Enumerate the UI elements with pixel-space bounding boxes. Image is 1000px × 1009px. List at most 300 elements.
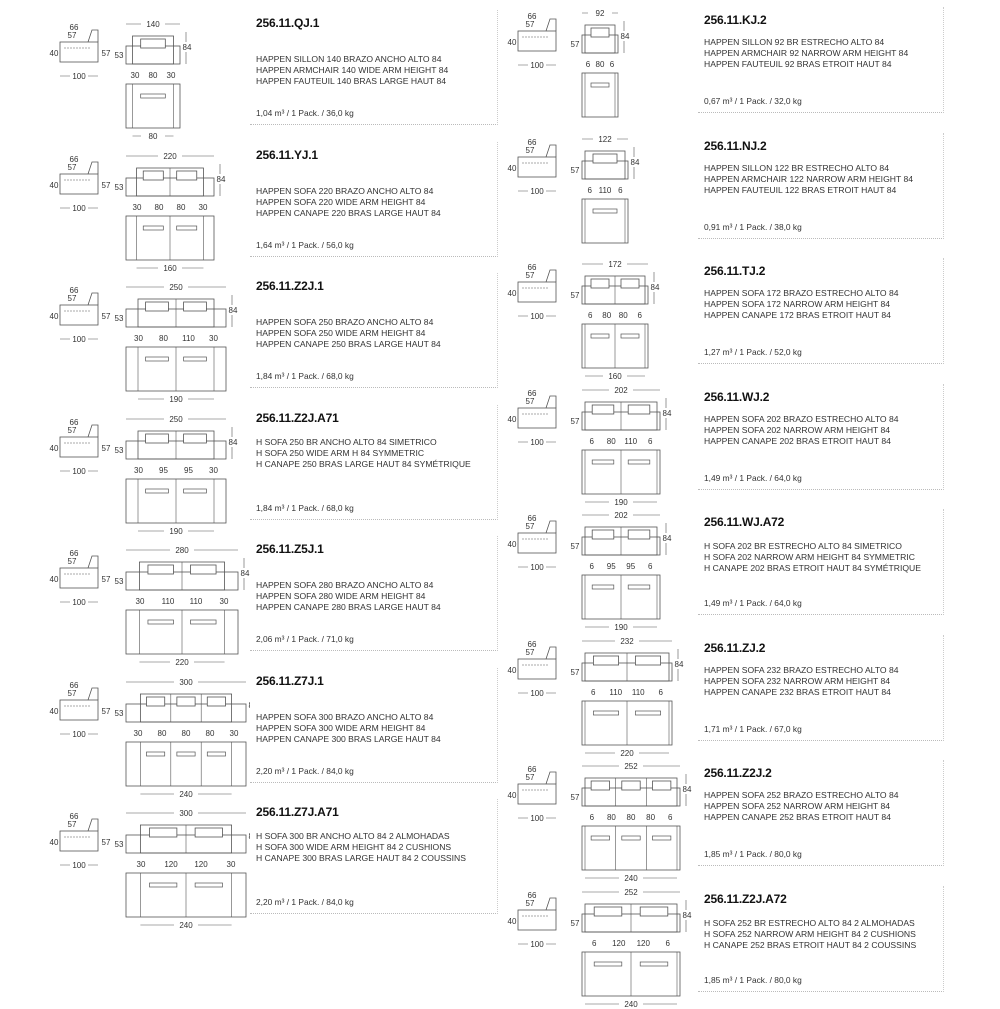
backrest-line — [546, 19, 556, 31]
dim-segment: 80 — [158, 729, 167, 738]
dim-segment: 30 — [131, 71, 140, 80]
product-code: 256.11.Z7J.A71 — [256, 805, 339, 819]
front-view — [571, 258, 661, 320]
side-body — [60, 700, 98, 720]
dim-depth: 100 — [72, 467, 86, 476]
cushion — [141, 39, 166, 48]
dim-total-width: 300 — [179, 678, 193, 687]
dim-total-width: 172 — [608, 260, 622, 269]
dim-inner-depth: 57 — [68, 820, 77, 829]
description-line: HAPPEN CANAPE 250 BRAS LARGE HAUT 84 — [256, 339, 441, 350]
side-body — [60, 174, 98, 194]
dim-segment: 110 — [632, 688, 645, 697]
front-view — [115, 281, 239, 343]
dim-height: 84 — [229, 306, 238, 315]
front-view — [115, 807, 259, 869]
dim-depth: 100 — [530, 563, 544, 572]
product-entry — [500, 884, 1000, 1009]
dim-depth: 100 — [72, 335, 86, 344]
description-line: H SOFA 250 WIDE ARM H 84 SYMMETRIC — [256, 448, 471, 459]
dim-segment: 30 — [230, 729, 239, 738]
cushion — [146, 434, 169, 443]
cushion-top — [146, 489, 169, 493]
dim-inner-width: 240 — [179, 921, 193, 930]
dim-arm-height: 57 — [571, 542, 580, 551]
packaging-specs: 1,64 m³ / 1 Pack. / 56,0 kg — [256, 240, 354, 250]
dim-segment: 6 — [638, 311, 643, 320]
dim-seat-depth: 66 — [528, 263, 537, 272]
technical-drawing — [0, 534, 245, 659]
dim-arm-height: 57 — [102, 838, 111, 847]
description-line: HAPPEN SOFA 280 BRAZO ANCHO ALTO 84 — [256, 580, 441, 591]
top-view — [582, 826, 680, 883]
cushion — [640, 907, 668, 916]
description-line: HAPPEN SOFA 250 BRAZO ANCHO ALTO 84 — [256, 317, 441, 328]
description-line: HAPPEN SOFA 172 NARROW ARM HEIGHT 84 — [704, 299, 899, 310]
cushion-top — [591, 836, 609, 840]
side-view — [508, 263, 556, 321]
product-description — [704, 541, 921, 574]
description-line: H CANAPE 202 BRAS ETROIT HAUT 84 SYMÉTRIQUE — [704, 563, 921, 574]
cushion — [628, 530, 650, 539]
dim-seat-height: 40 — [508, 38, 517, 47]
cushion-top — [150, 883, 177, 887]
dim-seat-height: 40 — [50, 312, 59, 321]
dim-seat-depth: 66 — [528, 640, 537, 649]
cushion — [622, 781, 640, 790]
cushion-top — [184, 357, 207, 361]
dim-segment: 30 — [133, 203, 142, 212]
product-description — [256, 831, 466, 864]
description-line: H SOFA 202 BR ESTRECHO ALTO 84 SIMETRICO — [704, 541, 921, 552]
front-view — [571, 509, 673, 571]
side-view — [50, 418, 111, 476]
dim-total-width: 252 — [624, 762, 638, 771]
dim-segment: 80 — [177, 203, 186, 212]
dim-seat-height: 40 — [50, 575, 59, 584]
dim-segment: 110 — [624, 437, 637, 446]
packaging-specs: 0,67 m³ / 1 Pack. / 32,0 kg — [704, 96, 802, 106]
dim-arm-height: 57 — [571, 417, 580, 426]
dim-segment: 95 — [607, 562, 616, 571]
cushion — [146, 697, 164, 706]
dim-segment: 120 — [612, 939, 626, 948]
front-view — [115, 676, 259, 738]
product-description — [704, 790, 899, 823]
cushion-top — [184, 489, 207, 493]
dim-height: 84 — [663, 409, 672, 418]
top-view — [126, 742, 246, 799]
cushion-top — [146, 752, 164, 756]
product-description — [256, 317, 441, 350]
dim-segment: 80 — [627, 813, 636, 822]
backrest-line — [88, 425, 98, 437]
dim-depth: 100 — [530, 940, 544, 949]
product-code: 256.11.QJ.1 — [256, 16, 319, 30]
backrest-line — [88, 556, 98, 568]
dim-seat-depth: 66 — [70, 681, 79, 690]
description-line: HAPPEN SOFA 232 NARROW ARM HEIGHT 84 — [704, 676, 899, 687]
dim-arm-height: 53 — [115, 577, 124, 586]
product-entry — [0, 271, 500, 403]
side-view — [50, 23, 111, 81]
dim-segment: 6 — [610, 60, 615, 69]
product-entry — [500, 758, 1000, 884]
cushion — [191, 565, 217, 574]
dim-inner-depth: 57 — [526, 397, 535, 406]
product-code: 256.11.NJ.2 — [704, 139, 767, 153]
dim-total-width: 300 — [179, 809, 193, 818]
dim-total-width: 250 — [169, 415, 183, 424]
cushion — [146, 302, 169, 311]
front-view — [571, 760, 693, 822]
product-info — [250, 536, 498, 651]
dim-height: 84 — [683, 911, 692, 920]
backrest-line — [546, 647, 556, 659]
dim-height: 84 — [651, 283, 660, 292]
cushion-top — [593, 711, 618, 715]
dim-segment: 110 — [182, 334, 195, 343]
product-code: 256.11.Z2J.2 — [704, 766, 772, 780]
dim-arm-height: 57 — [102, 575, 111, 584]
seat-base — [582, 161, 628, 179]
description-line: HAPPEN ARMCHAIR 140 WIDE ARM HEIGHT 84 — [256, 65, 448, 76]
dim-seat-depth: 66 — [70, 812, 79, 821]
product-code: 256.11.WJ.2 — [704, 390, 769, 404]
description-line: HAPPEN SOFA 250 WIDE ARM HEIGHT 84 — [256, 328, 441, 339]
front-view — [115, 413, 239, 475]
dim-seat-height: 40 — [50, 49, 59, 58]
front-view — [115, 18, 193, 80]
cushion — [591, 781, 609, 790]
description-line: HAPPEN SOFA 202 NARROW ARM HEIGHT 84 — [704, 425, 899, 436]
cushion-top — [635, 711, 660, 715]
top-view — [582, 199, 628, 243]
dim-height: 84 — [229, 438, 238, 447]
dim-depth: 100 — [530, 187, 544, 196]
product-info — [250, 799, 498, 914]
description-line: HAPPEN SOFA 252 BRAZO ESTRECHO ALTO 84 — [704, 790, 899, 801]
top-view — [126, 216, 214, 273]
product-entry — [500, 633, 1000, 759]
dim-arm-height: 53 — [115, 840, 124, 849]
backrest-line — [546, 145, 556, 157]
top-view — [582, 73, 618, 117]
dim-segment: 80 — [607, 813, 616, 822]
backrest-line — [88, 162, 98, 174]
dim-arm-height: 57 — [102, 49, 111, 58]
dim-segment: 6 — [592, 939, 597, 948]
packaging-specs: 2,20 m³ / 1 Pack. / 84,0 kg — [256, 897, 354, 907]
product-entry — [500, 131, 1000, 257]
product-code: 256.11.Z2J.A72 — [704, 892, 787, 906]
top-outline — [582, 73, 618, 117]
cushion-top — [177, 226, 197, 230]
dim-total-width: 202 — [614, 511, 628, 520]
product-info — [698, 133, 944, 239]
description-line: HAPPEN SILLON 122 BR ESTRECHO ALTO 84 — [704, 163, 913, 174]
dim-segment: 80 — [182, 729, 191, 738]
packaging-specs: 2,20 m³ / 1 Pack. / 84,0 kg — [256, 766, 354, 776]
dim-seat-depth: 66 — [70, 155, 79, 164]
product-entry — [0, 8, 500, 140]
dim-depth: 100 — [530, 61, 544, 70]
cushion-top — [146, 357, 169, 361]
dim-segment: 110 — [609, 688, 622, 697]
top-view — [582, 450, 660, 507]
dim-segment: 30 — [136, 597, 145, 606]
description-line: HAPPEN SOFA 220 WIDE ARM HEIGHT 84 — [256, 197, 441, 208]
cushion — [593, 154, 617, 163]
dim-segment: 30 — [134, 466, 143, 475]
side-body — [60, 568, 98, 588]
technical-drawing — [0, 797, 245, 922]
dim-inner-width: 190 — [614, 498, 628, 507]
side-body — [60, 831, 98, 851]
dim-inner-width: 80 — [149, 132, 158, 141]
description-line: HAPPEN FAUTEUIL 122 BRAS ETROIT HAUT 84 — [704, 185, 913, 196]
cushion — [594, 907, 622, 916]
product-description — [256, 54, 448, 87]
dim-segment: 30 — [220, 597, 229, 606]
dimension-diagram — [0, 797, 245, 922]
product-description — [256, 712, 441, 745]
description-line: H CANAPE 250 BRAS LARGE HAUT 84 SYMÉTRIQUE — [256, 459, 471, 470]
dim-seat-height: 40 — [50, 444, 59, 453]
backrest-line — [546, 396, 556, 408]
cushion-top — [143, 226, 163, 230]
dim-segment: 120 — [637, 939, 651, 948]
side-view — [508, 389, 556, 447]
side-view — [508, 640, 556, 698]
dim-total-width: 280 — [175, 546, 189, 555]
cushion-top — [592, 585, 614, 589]
dim-depth: 100 — [530, 312, 544, 321]
dim-arm-height: 57 — [571, 919, 580, 928]
dim-inner-depth: 57 — [526, 648, 535, 657]
side-body — [518, 784, 556, 804]
dim-segment: 95 — [159, 466, 168, 475]
dim-seat-height: 40 — [508, 164, 517, 173]
description-line: HAPPEN CANAPE 232 BRAS ETROIT HAUT 84 — [704, 687, 899, 698]
dim-segment: 80 — [619, 311, 628, 320]
cushion — [592, 405, 614, 414]
description-line: HAPPEN SOFA 300 WIDE ARM HEIGHT 84 — [256, 723, 441, 734]
product-info — [250, 273, 498, 388]
dim-inner-width: 240 — [624, 1000, 638, 1009]
dim-arm-height: 53 — [115, 183, 124, 192]
dim-segment: 6 — [659, 688, 664, 697]
cushion-top — [622, 836, 640, 840]
dim-segment: 30 — [134, 334, 143, 343]
technical-drawing — [0, 403, 245, 528]
packaging-specs: 1,49 m³ / 1 Pack. / 64,0 kg — [704, 473, 802, 483]
dim-segment: 80 — [206, 729, 215, 738]
dim-seat-height: 40 — [508, 289, 517, 298]
dim-seat-height: 40 — [508, 540, 517, 549]
dim-segment: 120 — [194, 860, 208, 869]
side-view — [50, 549, 111, 607]
dim-segment: 6 — [591, 688, 596, 697]
cushion — [195, 828, 222, 837]
dim-inner-depth: 57 — [68, 557, 77, 566]
description-line: HAPPEN SILLON 92 BR ESTRECHO ALTO 84 — [704, 37, 908, 48]
dim-arm-height: 57 — [571, 291, 580, 300]
side-body — [518, 408, 556, 428]
seat-base — [582, 788, 680, 806]
description-line: H SOFA 252 BR ESTRECHO ALTO 84 2 ALMOHADAS — [704, 918, 916, 929]
cushion — [148, 565, 174, 574]
dim-total-width: 122 — [598, 135, 612, 144]
dim-segment: 30 — [209, 466, 218, 475]
cushion-top — [591, 83, 609, 87]
product-info — [698, 760, 944, 866]
cushion — [143, 171, 163, 180]
dim-arm-height: 57 — [571, 166, 580, 175]
product-description — [704, 37, 908, 70]
dim-inner-width: 220 — [175, 658, 189, 667]
dim-seat-height: 40 — [508, 415, 517, 424]
dim-arm-height: 53 — [115, 709, 124, 718]
dim-segment: 30 — [134, 729, 143, 738]
side-view — [508, 12, 556, 70]
side-body — [518, 533, 556, 553]
product-info — [250, 142, 498, 257]
product-info — [698, 886, 944, 992]
description-line: HAPPEN CANAPE 280 BRAS LARGE HAUT 84 — [256, 602, 441, 613]
description-line: HAPPEN CANAPE 300 BRAS LARGE HAUT 84 — [256, 734, 441, 745]
cushion — [591, 279, 609, 288]
dim-total-width: 250 — [169, 283, 183, 292]
front-view — [115, 544, 251, 606]
dim-seat-height: 40 — [508, 791, 517, 800]
side-view — [508, 138, 556, 196]
dim-seat-depth: 66 — [528, 12, 537, 21]
dim-inner-depth: 57 — [68, 31, 77, 40]
product-code: 256.11.Z5J.1 — [256, 542, 324, 556]
top-view — [582, 701, 672, 758]
dim-depth: 100 — [72, 730, 86, 739]
description-line: HAPPEN SOFA 300 BRAZO ANCHO ALTO 84 — [256, 712, 441, 723]
side-view — [50, 155, 111, 213]
dim-inner-depth: 57 — [526, 773, 535, 782]
top-view — [126, 347, 226, 404]
description-line: H CANAPE 300 BRAS LARGE HAUT 84 2 COUSSINS — [256, 853, 466, 864]
dim-total-width: 202 — [614, 386, 628, 395]
dim-seat-depth: 66 — [70, 418, 79, 427]
cushion — [621, 279, 639, 288]
cushion-top — [207, 752, 225, 756]
cushion-top — [177, 752, 195, 756]
dim-segment: 120 — [164, 860, 178, 869]
dimension-diagram — [0, 534, 245, 659]
dim-arm-height: 53 — [115, 51, 124, 60]
dim-segment: 6 — [666, 939, 671, 948]
cushion-top — [592, 460, 614, 464]
cushion — [652, 781, 670, 790]
dim-seat-depth: 66 — [70, 549, 79, 558]
dim-seat-height: 40 — [508, 917, 517, 926]
top-outline — [126, 84, 180, 128]
technical-drawing — [0, 666, 245, 791]
description-line: HAPPEN SOFA 232 BRAZO ESTRECHO ALTO 84 — [704, 665, 899, 676]
dim-inner-depth: 57 — [68, 294, 77, 303]
description-line: HAPPEN SOFA 172 BRAZO ESTRECHO ALTO 84 — [704, 288, 899, 299]
dim-segment: 6 — [648, 562, 653, 571]
technical-drawing — [0, 8, 245, 133]
dim-inner-width: 240 — [624, 874, 638, 883]
dim-inner-depth: 57 — [68, 689, 77, 698]
product-info — [698, 509, 944, 615]
cushion — [628, 405, 650, 414]
top-view — [126, 610, 238, 667]
dim-inner-depth: 57 — [526, 522, 535, 531]
front-view — [571, 133, 641, 195]
cushion — [177, 697, 195, 706]
top-view — [126, 873, 246, 930]
description-line: HAPPEN SOFA 202 BRAZO ESTRECHO ALTO 84 — [704, 414, 899, 425]
cushion — [635, 656, 660, 665]
dim-arm-height: 53 — [115, 314, 124, 323]
backrest-line — [88, 688, 98, 700]
dim-segment: 110 — [190, 597, 203, 606]
backrest-line — [546, 898, 556, 910]
dim-seat-depth: 66 — [528, 389, 537, 398]
packaging-specs: 1,71 m³ / 1 Pack. / 67,0 kg — [704, 724, 802, 734]
product-description — [704, 288, 899, 321]
product-entry — [500, 507, 1000, 633]
cushion-top — [628, 460, 650, 464]
dimension-diagram — [0, 403, 245, 528]
description-line: HAPPEN SOFA 280 WIDE ARM HEIGHT 84 — [256, 591, 441, 602]
product-code: 256.11.YJ.1 — [256, 148, 318, 162]
top-outline — [582, 826, 680, 870]
dim-seat-height: 40 — [50, 181, 59, 190]
dimension-diagram — [0, 666, 245, 791]
product-description — [704, 163, 913, 196]
dimension-diagram — [0, 140, 245, 265]
cushion — [207, 697, 225, 706]
product-info — [698, 7, 944, 113]
product-description — [256, 186, 441, 219]
dim-height: 84 — [217, 175, 226, 184]
dim-total-width: 220 — [163, 152, 177, 161]
dim-total-width: 92 — [596, 9, 605, 18]
front-view — [115, 150, 227, 212]
description-line: HAPPEN SILLON 140 BRAZO ANCHO ALTO 84 — [256, 54, 448, 65]
backrest-line — [546, 521, 556, 533]
product-description — [704, 665, 899, 698]
seat-base — [126, 704, 246, 722]
dimension-diagram — [0, 271, 245, 396]
dim-total-width: 252 — [624, 888, 638, 897]
cushion-top — [591, 334, 609, 338]
product-entry — [500, 382, 1000, 508]
dim-seat-depth: 66 — [70, 23, 79, 32]
side-view — [508, 514, 556, 572]
dim-height: 84 — [241, 569, 250, 578]
dim-segment: 6 — [587, 186, 592, 195]
description-line: HAPPEN CANAPE 252 BRAS ETROIT HAUT 84 — [704, 812, 899, 823]
product-entry — [500, 5, 1000, 131]
description-line: HAPPEN ARMCHAIR 122 NARROW ARM HEIGHT 84 — [704, 174, 913, 185]
dim-height: 84 — [621, 32, 630, 41]
packaging-specs: 2,06 m³ / 1 Pack. / 71,0 kg — [256, 634, 354, 644]
product-code: 256.11.KJ.2 — [704, 13, 767, 27]
product-description — [256, 437, 471, 470]
dim-segment: 30 — [137, 860, 146, 869]
dim-inner-depth: 57 — [526, 146, 535, 155]
